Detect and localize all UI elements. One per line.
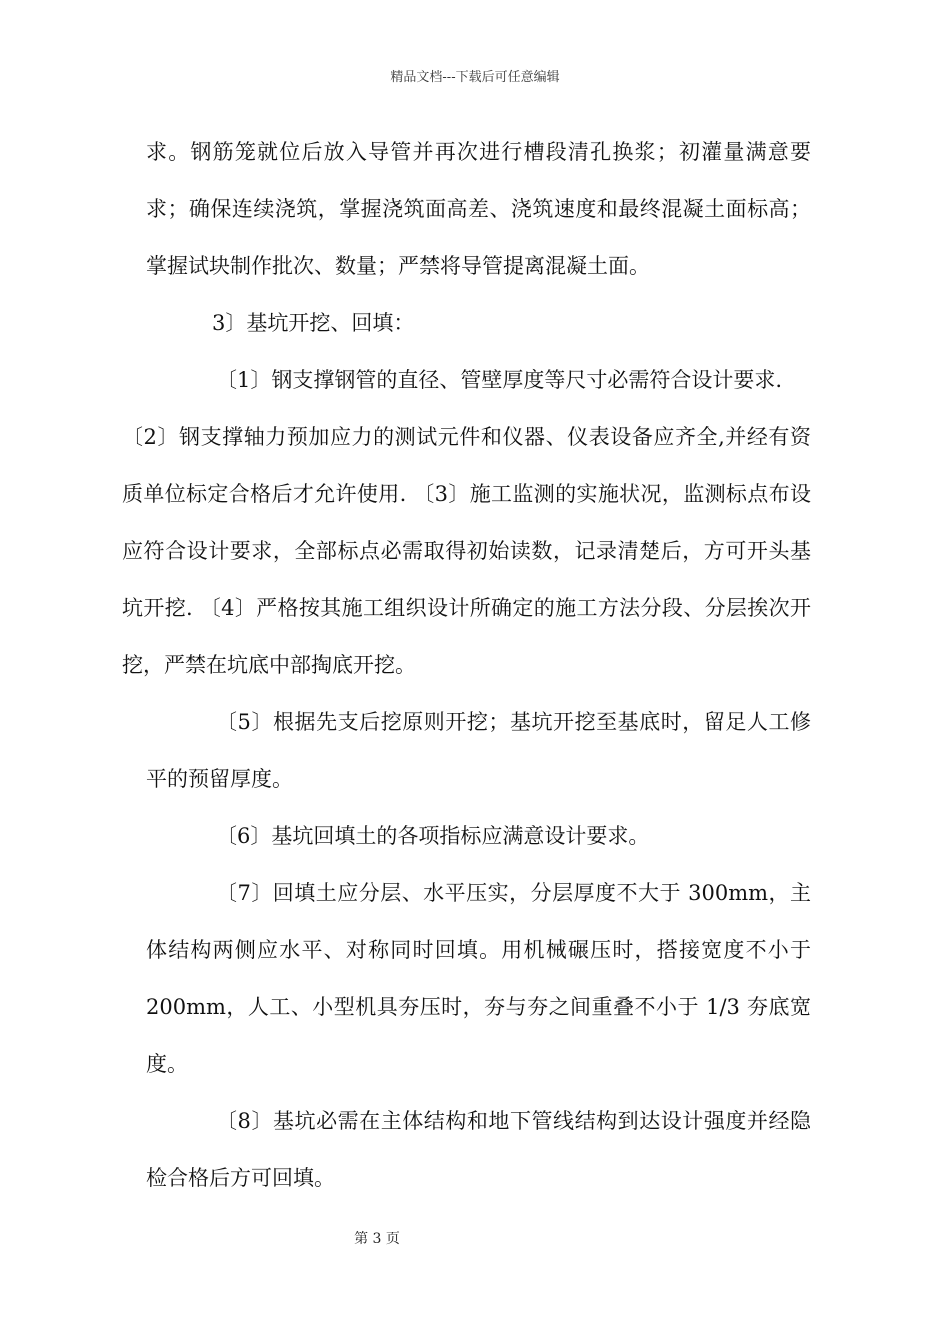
page-header: 精品文档---下载后可任意编辑 <box>390 70 560 85</box>
paragraph-1: 求。钢筋笼就位后放入导管并再次进行槽段清孔换浆；初灌量满意要求；确保连续浇筑，掌握浇筑面高差、浇筑速度和最终混凝土面标高；掌握试块制作批次、数量；严禁将导管提离混凝土面。 <box>146 140 811 278</box>
paragraph-5: 〔5〕根据先支后挖原则开挖；基坑开挖至基底时，留足人工修平的预留厚度。 <box>146 710 811 791</box>
page-number: 第 3 页 <box>354 1231 400 1247</box>
paragraph-2: 3〕基坑开挖、回填： <box>212 311 415 335</box>
paragraph-3: 〔1〕钢支撑钢管的直径、管壁厚度等尺寸必需符合设计要求. <box>216 368 783 392</box>
document-body <box>122 124 811 1207</box>
paragraph-6: 〔6〕基坑回填土的各项指标应满意设计要求。 <box>216 824 650 848</box>
paragraph-4: 〔2〕钢支撑轴力预加应力的测试元件和仪器、仪表设备应齐全,并经有资质单位标定合格后才允许使用. 〔3〕施工监测的实施状况，监测标点布设应符合设计要求，全部标点必需取得初始读数，记录清楚后，方可开头基坑开挖. 〔4〕严格按其施工组织设计所确定的施工方法分段、分层挨次开挖，严禁在坑底中部掏底开挖。 <box>122 425 811 677</box>
paragraph-8: 〔8〕基坑必需在主体结构和地下管线结构到达设计强度并经隐检合格后方可回填。 <box>146 1109 811 1190</box>
paragraph-7: 〔7〕回填土应分层、水平压实，分层厚度不大于 300mm，主体结构两侧应水平、对称同时回填。用机械碾压时，搭接宽度不小于 200mm，人工、小型机具夯压时，夯与夯之间重叠不小于 1/3 夯底宽度。 <box>146 881 811 1076</box>
